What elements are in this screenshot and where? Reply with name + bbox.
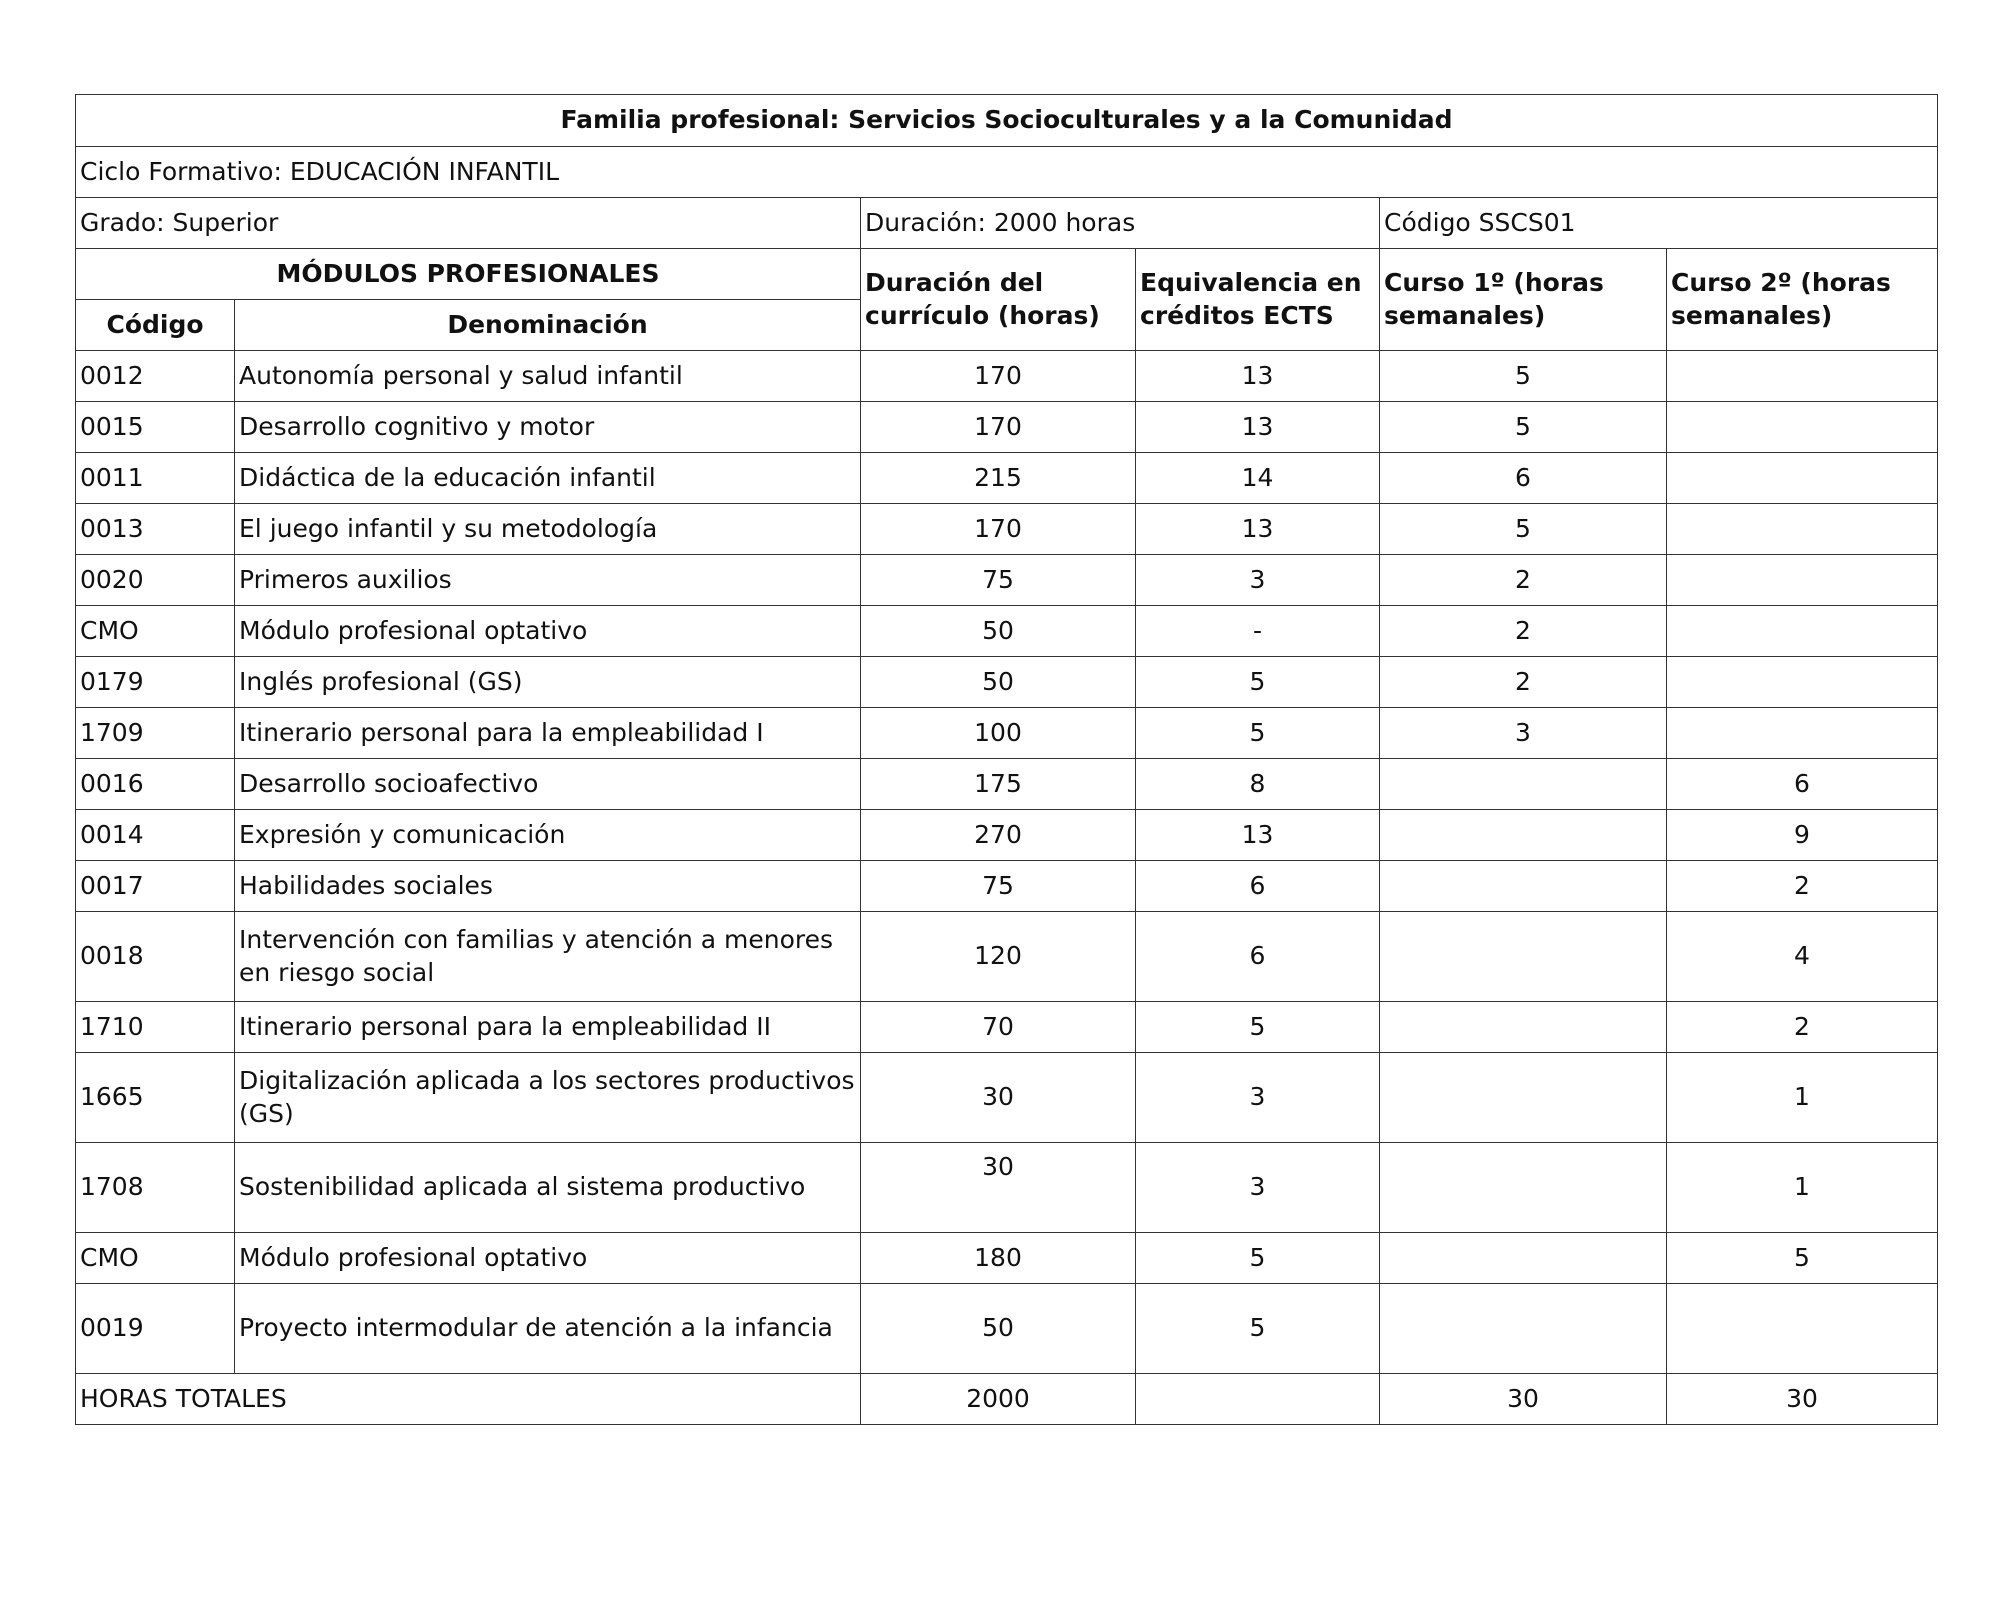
table-row <box>76 351 1938 402</box>
curso2-cell: 5 <box>1667 1233 1938 1284</box>
curso1-cell <box>1380 759 1667 810</box>
duracion-cell: 215 <box>861 453 1136 504</box>
denominacion-cell: Expresión y comunicación <box>235 810 861 861</box>
codigo-label: Código SSCS01 <box>1380 198 1938 249</box>
ects-cell: 3 <box>1136 555 1380 606</box>
denominacion-header: Denominación <box>235 300 861 351</box>
duracion-cell: 50 <box>861 657 1136 708</box>
codigo-cell: 0011 <box>76 453 235 504</box>
duracion-cell: 50 <box>861 1284 1136 1374</box>
totals-duracion: 2000 <box>861 1374 1136 1425</box>
curso1-cell <box>1380 912 1667 1002</box>
table-row <box>76 1002 1938 1053</box>
denominacion-cell: Desarrollo cognitivo y motor <box>235 402 861 453</box>
grado-row <box>76 198 1938 249</box>
denominacion-cell: Inglés profesional (GS) <box>235 657 861 708</box>
curso1-cell: 2 <box>1380 657 1667 708</box>
codigo-cell: 0012 <box>76 351 235 402</box>
duracion-cell: 170 <box>861 402 1136 453</box>
table-row <box>76 759 1938 810</box>
table-row <box>76 1233 1938 1284</box>
curso2-cell <box>1667 555 1938 606</box>
curso2-cell <box>1667 453 1938 504</box>
codigo-cell: 0179 <box>76 657 235 708</box>
denominacion-cell: Digitalización aplicada a los sectores productivos (GS) <box>235 1053 861 1143</box>
codigo-cell: 1708 <box>76 1143 235 1233</box>
curso2-cell: 2 <box>1667 1002 1938 1053</box>
curso1-header: Curso 1º (horas semanales) <box>1380 249 1667 351</box>
duracion-cell: 175 <box>861 759 1136 810</box>
curso1-cell <box>1380 861 1667 912</box>
denominacion-cell: Itinerario personal para la empleabilidad I <box>235 708 861 759</box>
ects-cell: 5 <box>1136 708 1380 759</box>
duracion-label: Duración: 2000 horas <box>861 198 1380 249</box>
codigo-cell: 1665 <box>76 1053 235 1143</box>
ects-cell: 5 <box>1136 657 1380 708</box>
duracion-cell: 100 <box>861 708 1136 759</box>
denominacion-cell: Módulo profesional optativo <box>235 606 861 657</box>
ciclo-label: Ciclo Formativo: EDUCACIÓN INFANTIL <box>76 147 1938 198</box>
table-row <box>76 912 1938 1002</box>
ects-cell: 6 <box>1136 912 1380 1002</box>
curso2-cell: 1 <box>1667 1143 1938 1233</box>
ects-header: Equivalencia en créditos ECTS <box>1136 249 1380 351</box>
codigo-cell: 0015 <box>76 402 235 453</box>
curso1-cell <box>1380 1143 1667 1233</box>
curso1-cell: 2 <box>1380 555 1667 606</box>
curso2-cell: 6 <box>1667 759 1938 810</box>
codigo-header: Código <box>76 300 235 351</box>
codigo-cell: 0020 <box>76 555 235 606</box>
table-row <box>76 453 1938 504</box>
curso2-cell <box>1667 504 1938 555</box>
ciclo-row <box>76 147 1938 198</box>
duracion-header: Duración del currículo (horas) <box>861 249 1136 351</box>
duracion-cell: 50 <box>861 606 1136 657</box>
codigo-cell: 0016 <box>76 759 235 810</box>
totals-label: HORAS TOTALES <box>76 1374 861 1425</box>
table-row <box>76 402 1938 453</box>
denominacion-cell: Desarrollo socioafectivo <box>235 759 861 810</box>
table-row <box>76 1143 1938 1233</box>
ects-cell: 3 <box>1136 1053 1380 1143</box>
ects-cell: 3 <box>1136 1143 1380 1233</box>
denominacion-cell: Proyecto intermodular de atención a la infancia <box>235 1284 861 1374</box>
curso2-cell: 1 <box>1667 1053 1938 1143</box>
curso1-cell: 5 <box>1380 351 1667 402</box>
familia-title: Familia profesional: Servicios Socioculturales y a la Comunidad <box>76 95 1938 147</box>
codigo-cell: 1709 <box>76 708 235 759</box>
curso1-cell <box>1380 810 1667 861</box>
ects-cell: 14 <box>1136 453 1380 504</box>
curso1-cell: 2 <box>1380 606 1667 657</box>
table-row <box>76 657 1938 708</box>
grado-label: Grado: Superior <box>76 198 861 249</box>
codigo-cell: 1710 <box>76 1002 235 1053</box>
curso2-cell <box>1667 351 1938 402</box>
ects-cell: 13 <box>1136 504 1380 555</box>
table-row <box>76 1284 1938 1374</box>
duracion-cell: 170 <box>861 504 1136 555</box>
table-row <box>76 555 1938 606</box>
duracion-cell: 75 <box>861 861 1136 912</box>
curso1-cell <box>1380 1284 1667 1374</box>
duracion-cell: 70 <box>861 1002 1136 1053</box>
denominacion-cell: Itinerario personal para la empleabilidad II <box>235 1002 861 1053</box>
denominacion-cell: Sostenibilidad aplicada al sistema productivo <box>235 1143 861 1233</box>
denominacion-cell: Intervención con familias y atención a menores en riesgo social <box>235 912 861 1002</box>
ects-cell: 5 <box>1136 1233 1380 1284</box>
denominacion-cell: Módulo profesional optativo <box>235 1233 861 1284</box>
table-row <box>76 861 1938 912</box>
totals-ects <box>1136 1374 1380 1425</box>
denominacion-cell: Autonomía personal y salud infantil <box>235 351 861 402</box>
ects-cell: 5 <box>1136 1002 1380 1053</box>
curso1-cell: 5 <box>1380 504 1667 555</box>
table-row <box>76 1053 1938 1143</box>
codigo-cell: 0018 <box>76 912 235 1002</box>
duracion-cell: 120 <box>861 912 1136 1002</box>
duracion-cell: 170 <box>861 351 1136 402</box>
ects-cell: 13 <box>1136 810 1380 861</box>
curso2-cell <box>1667 402 1938 453</box>
ects-cell: 6 <box>1136 861 1380 912</box>
ects-cell: 13 <box>1136 402 1380 453</box>
curriculum-table <box>75 94 1938 1425</box>
curso1-cell: 6 <box>1380 453 1667 504</box>
curso1-cell <box>1380 1233 1667 1284</box>
table-row <box>76 504 1938 555</box>
codigo-cell: 0013 <box>76 504 235 555</box>
codigo-cell: CMO <box>76 1233 235 1284</box>
curso2-cell <box>1667 657 1938 708</box>
ects-cell: 13 <box>1136 351 1380 402</box>
denominacion-cell: Primeros auxilios <box>235 555 861 606</box>
curso1-cell <box>1380 1002 1667 1053</box>
table-row <box>76 606 1938 657</box>
curso2-header: Curso 2º (horas semanales) <box>1667 249 1938 351</box>
codigo-cell: 0019 <box>76 1284 235 1374</box>
curso1-cell: 3 <box>1380 708 1667 759</box>
curso1-cell <box>1380 1053 1667 1143</box>
modulos-header: MÓDULOS PROFESIONALES <box>76 249 861 300</box>
curso2-cell: 9 <box>1667 810 1938 861</box>
totals-curso1: 30 <box>1380 1374 1667 1425</box>
denominacion-cell: Didáctica de la educación infantil <box>235 453 861 504</box>
codigo-cell: 0014 <box>76 810 235 861</box>
curso2-cell: 2 <box>1667 861 1938 912</box>
family-row <box>76 95 1938 147</box>
curso1-cell: 5 <box>1380 402 1667 453</box>
denominacion-cell: Habilidades sociales <box>235 861 861 912</box>
totals-curso2: 30 <box>1667 1374 1938 1425</box>
curso2-cell <box>1667 1284 1938 1374</box>
duracion-cell: 30 <box>861 1143 1136 1233</box>
curso2-cell: 4 <box>1667 912 1938 1002</box>
table-row <box>76 708 1938 759</box>
column-header-row-1 <box>76 249 1938 300</box>
table-row <box>76 810 1938 861</box>
duracion-cell: 270 <box>861 810 1136 861</box>
duracion-cell: 75 <box>861 555 1136 606</box>
totals-row <box>76 1374 1938 1425</box>
curso2-cell <box>1667 708 1938 759</box>
ects-cell: 5 <box>1136 1284 1380 1374</box>
duracion-cell: 180 <box>861 1233 1136 1284</box>
codigo-cell: CMO <box>76 606 235 657</box>
duracion-cell: 30 <box>861 1053 1136 1143</box>
codigo-cell: 0017 <box>76 861 235 912</box>
ects-cell: - <box>1136 606 1380 657</box>
curso2-cell <box>1667 606 1938 657</box>
ects-cell: 8 <box>1136 759 1380 810</box>
denominacion-cell: El juego infantil y su metodología <box>235 504 861 555</box>
